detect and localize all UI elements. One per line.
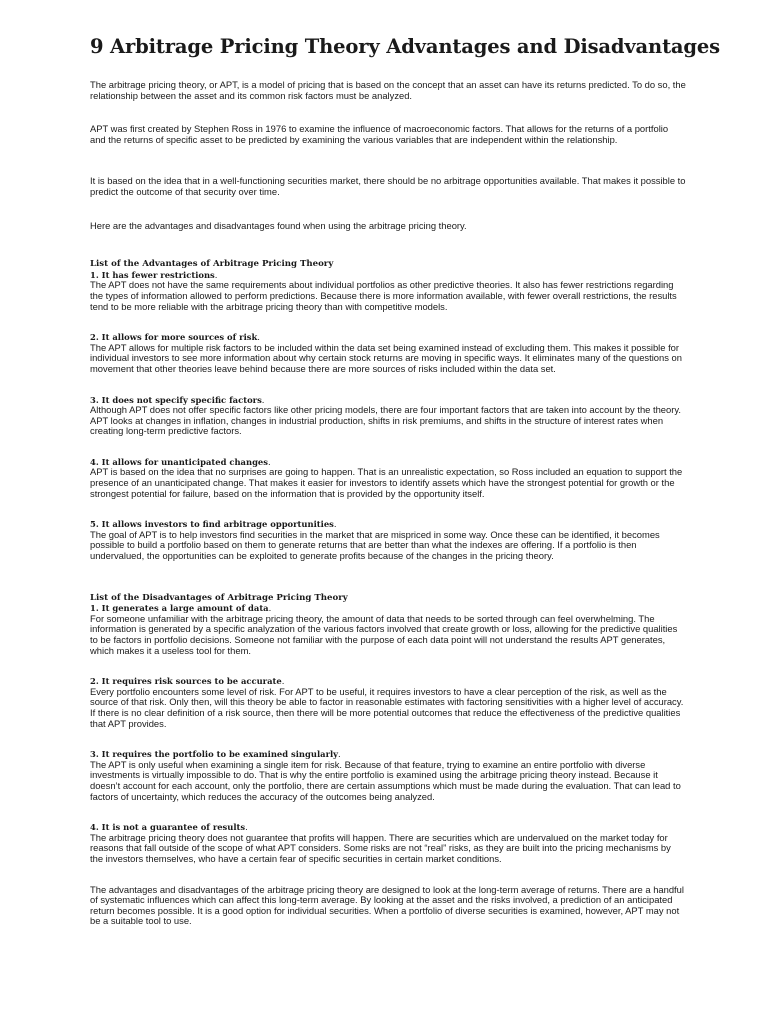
disadvantage-item <box>90 676 686 729</box>
advantage-item-heading: 4. It allows for unanticipated changes. <box>90 456 271 467</box>
disadvantages-section <box>90 593 686 865</box>
advantage-item-body: Although APT does not offer specific factors like other pricing models, there are four important factors that are taken into account by the theory. APT looks at changes in inflation, changes in industrial production, shifts in risk premiums, and shifts in the structure of interest rates when creating long-term predictive factors. <box>90 404 681 437</box>
disadvantage-item <box>90 749 686 802</box>
advantage-item-body: The goal of APT is to help investors find securities in the market that are mispriced in some way. Once these can be identified, it becomes possible to build a portfolio based on them to generate returns that are better than what the indexes are offering. If a portfolio is then undervalued, the opportunities can be exploited to generate profits because of the changes in the pricing theory. <box>90 528 660 562</box>
conclusion-paragraph: The advantages and disadvantages of the arbitrage pricing theory are designed to look at the long-term average of returns. There are a handful of systematic influences which can affect this long-term average. By looking at the asset and the risks involved, a prediction of an anticipated return becomes possible. It is a good option for individual securities. When a portfolio of diverse securities is examined, however, APT may not be a suitable tool to use. <box>90 883 684 927</box>
advantage-item-title: 1. It has fewer restrictions <box>90 269 215 280</box>
intro-paragraph-1: The arbitrage pricing theory, or APT, is a model of pricing that is based on the concept that an asset can have its returns predicted. To do so, the relationship between the asset and its common risk factors must be analyzed. <box>90 79 686 101</box>
advantage-item <box>90 457 686 499</box>
disadvantage-item-heading: 4. It is not a guarantee of results. <box>90 822 248 833</box>
disadvantage-item-title: 2. It requires risk sources to be accurate <box>90 676 282 687</box>
advantage-item-body: The APT allows for multiple risk factors to be included within the data set being examined instead of excluding them. This makes it possible for individual investors to see more information about why certain stock returns are moving in specific ways. It eliminates many of the questions on movement that other theories leave behind because there are more sources of risks included within the data set. <box>90 341 682 374</box>
intro-paragraph-2: APT was first created by Stephen Ross in 1976 to examine the influence of macroeconomic factors. That allows for the returns of a portfolio and the returns of specific asset to be predicted by examining the various variables that are independent within the relationship. <box>90 123 669 145</box>
advantages-section <box>90 259 686 561</box>
disadvantage-item-title: 1. It generates a large amount of data <box>90 603 269 614</box>
disadvantage-item-title: 4. It is not a guarantee of results <box>90 822 246 833</box>
disadvantage-item <box>90 822 686 864</box>
advantage-item-heading: 1. It has fewer restrictions. <box>90 269 218 280</box>
disadvantage-item-body: The APT is only useful when examining a single item for risk. Because of that feature, trying to examine an entire portfolio with diverse investments is virtually impossible to do. That is why the entire portfolio is examined using the arbitrage pricing theory instead. Because it doesn’t account for each account, only the portfolio, there are certain assumptions which must be made during the evaluation. That can lead to factors of uncertainty, which reduces the accuracy of the outcomes being analyzed. <box>90 758 681 802</box>
disadvantage-item-heading: 1. It generates a large amount of data. <box>90 603 272 614</box>
advantage-item-title: 3. It does not specify specific factors <box>90 394 262 405</box>
advantage-item-body: The APT does not have the same requirements about individual portfolios as other predictive theories. It also has fewer restrictions regarding the types of information allowed to perform predictions. Because there is more information available, with fewer overall restrictions, the results tend to be more reliable with the arbitrage pricing theory than with competitive models. <box>90 279 677 312</box>
advantage-item <box>90 332 686 374</box>
intro-paragraph-3: It is based on the idea that in a well-functioning securities market, there should be no arbitrage opportunities available. That makes it possible to predict the outcome of that security over time. <box>90 175 686 197</box>
advantage-item-title: 2. It allows for more sources of risk <box>90 332 258 343</box>
disadvantage-item-title: 3. It requires the portfolio to be examined singularly <box>90 749 339 760</box>
advantage-item <box>90 395 686 437</box>
advantage-item-heading: 2. It allows for more sources of risk. <box>90 332 260 343</box>
advantage-item-heading: 5. It allows investors to find arbitrage opportunities. <box>90 519 337 530</box>
advantage-item <box>90 519 686 561</box>
advantage-item <box>90 270 686 312</box>
page-title: 9 Arbitrage Pricing Theory Advantages and Disadvantages <box>90 35 720 58</box>
disadvantage-item-body: Every portfolio encounters some level of risk. For APT to be useful, it requires investors to have a clear perception of the risk, as well as the source of that risk. Only then, will this theory be able to factor in reasonable estimates with factoring sensitivities with a higher level of accuracy. If there is no clear definition of a risk source, then there will be more potential outcomes that reduce the effectiveness of the predictive qualities that APT provides. <box>90 685 684 729</box>
advantage-item-title: 5. It allows investors to find arbitrage opportunities <box>90 519 334 530</box>
disadvantage-item-heading: 2. It requires risk sources to be accurate. <box>90 676 285 687</box>
disadvantage-item-body: For someone unfamiliar with the arbitrage pricing theory, the amount of data that needs to be sorted through can feel overwhelming. The information is generated by a specific analyzation of the various factors involved that create growth or loss, allowing for the predictive qualities to be factors in portfolio decisions. Someone not familiar with the purpose of each data point will not understand the results APT generates, which makes it a useless tool for them. <box>90 612 678 656</box>
disadvantages-heading: List of the Disadvantages of Arbitrage Pricing Theory <box>90 592 348 603</box>
advantages-heading: List of the Advantages of Arbitrage Pricing Theory <box>90 259 334 270</box>
disadvantage-item <box>90 603 686 656</box>
advantage-item-heading: 3. It does not specify specific factors. <box>90 394 265 405</box>
document-page <box>90 34 720 927</box>
intro-paragraph-4: Here are the advantages and disadvantages found when using the arbitrage pricing theory. <box>90 219 467 231</box>
disadvantage-item-body: The arbitrage pricing theory does not guarantee that profits will happen. There are securities which are undervalued on the market today for reasons that fall outside of the scope of what APT considers. Some risks are not “real” risks, as they are built into the pricing mechanisms by the investors themselves, who have a certain fear of specific securities in certain market conditions. <box>90 831 671 864</box>
advantage-item-body: APT is based on the idea that no surprises are going to happen. That is an unrealistic expectation, so Ross included an equation to support the presence of an unanticipated change. That makes it easier for investors to identify assets which have the strongest potential for growth or the strongest potential for failure, based on the information that is provided by the opportunity itself. <box>90 466 683 499</box>
advantage-item-title: 4. It allows for unanticipated changes <box>90 456 268 467</box>
disadvantage-item-heading: 3. It requires the portfolio to be examined singularly. <box>90 749 341 760</box>
